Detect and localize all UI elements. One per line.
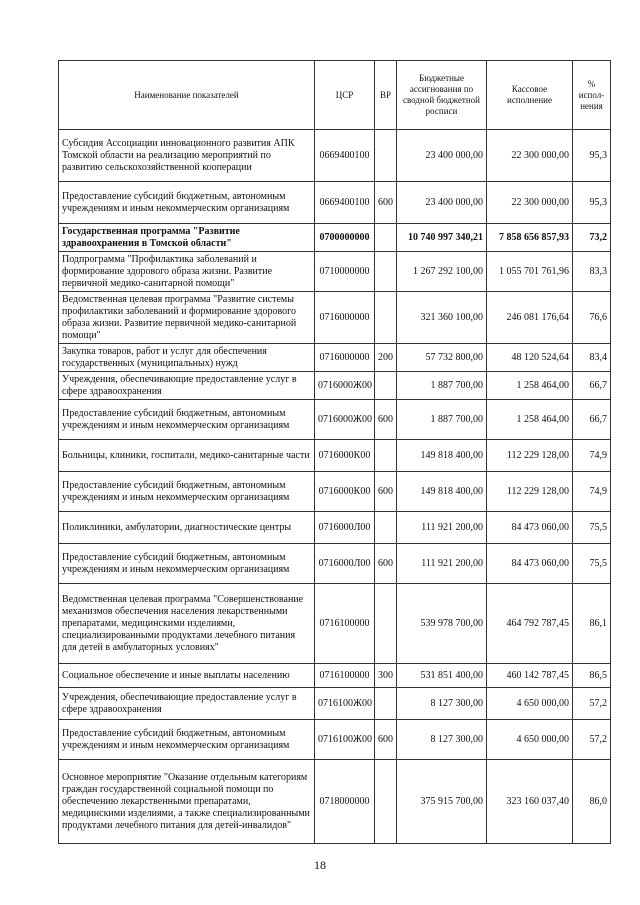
row-vr xyxy=(375,760,397,844)
row-percent: 86,5 xyxy=(573,664,611,688)
row-vr xyxy=(375,224,397,252)
row-csr: 0669400100 xyxy=(315,182,375,224)
row-allocation: 1 887 700,00 xyxy=(397,400,487,440)
row-execution: 460 142 787,45 xyxy=(487,664,573,688)
row-percent: 86,0 xyxy=(573,760,611,844)
row-vr xyxy=(375,440,397,472)
row-vr: 200 xyxy=(375,344,397,372)
row-allocation: 375 915 700,00 xyxy=(397,760,487,844)
row-allocation: 149 818 400,00 xyxy=(397,472,487,512)
row-execution: 1 258 464,00 xyxy=(487,372,573,400)
row-percent: 74,9 xyxy=(573,440,611,472)
row-vr: 600 xyxy=(375,400,397,440)
table-row xyxy=(59,400,611,440)
row-execution: 84 473 060,00 xyxy=(487,544,573,584)
row-vr: 600 xyxy=(375,472,397,512)
table-row xyxy=(59,720,611,760)
row-execution: 7 858 656 857,93 xyxy=(487,224,573,252)
row-percent: 73,2 xyxy=(573,224,611,252)
row-allocation: 539 978 700,00 xyxy=(397,584,487,664)
row-execution: 112 229 128,00 xyxy=(487,440,573,472)
row-name: Больницы, клиники, госпитали, медико-санитарные части xyxy=(59,440,315,472)
row-execution: 464 792 787,45 xyxy=(487,584,573,664)
row-percent: 76,6 xyxy=(573,292,611,344)
row-execution: 112 229 128,00 xyxy=(487,472,573,512)
row-name: Предоставление субсидий бюджетным, автономным учреждениям и иным некоммерческим организациям xyxy=(59,182,315,224)
row-allocation: 8 127 300,00 xyxy=(397,720,487,760)
row-csr: 0710000000 xyxy=(315,252,375,292)
row-execution: 4 650 000,00 xyxy=(487,720,573,760)
table-row xyxy=(59,664,611,688)
row-allocation: 23 400 000,00 xyxy=(397,130,487,182)
row-vr xyxy=(375,252,397,292)
row-allocation: 57 732 800,00 xyxy=(397,344,487,372)
header-name: Наименование показателей xyxy=(59,61,315,130)
row-percent: 75,5 xyxy=(573,544,611,584)
row-execution: 22 300 000,00 xyxy=(487,182,573,224)
row-name: Предоставление субсидий бюджетным, автономным учреждениям и иным некоммерческим организациям xyxy=(59,400,315,440)
row-name: Государственная программа "Развитие здравоохранения в Томской области" xyxy=(59,224,315,252)
row-allocation: 23 400 000,00 xyxy=(397,182,487,224)
row-vr xyxy=(375,688,397,720)
row-allocation: 10 740 997 340,21 xyxy=(397,224,487,252)
row-name: Субсидия Ассоциации инновационного развития АПК Томской области на реализацию мероприятий по развитию сельскохозяйственной кооперации xyxy=(59,130,315,182)
table-row xyxy=(59,584,611,664)
row-execution: 323 160 037,40 xyxy=(487,760,573,844)
row-csr: 0716100000 xyxy=(315,584,375,664)
row-percent: 86,1 xyxy=(573,584,611,664)
row-allocation: 531 851 400,00 xyxy=(397,664,487,688)
row-vr xyxy=(375,512,397,544)
row-percent: 95,3 xyxy=(573,130,611,182)
row-percent: 75,5 xyxy=(573,512,611,544)
row-allocation: 1 267 292 100,00 xyxy=(397,252,487,292)
row-name: Ведомственная целевая программа "Совершенствование механизмов обеспечения населения лекарственными препаратами, медицинскими изделиями, специализированными продуктами лечебного питания для детей в амбулаторных условиях" xyxy=(59,584,315,664)
header-csr: ЦСР xyxy=(315,61,375,130)
table-row xyxy=(59,688,611,720)
row-vr xyxy=(375,584,397,664)
row-name: Закупка товаров, работ и услуг для обеспечения государственных (муниципальных) нужд xyxy=(59,344,315,372)
row-csr: 0716000К00 xyxy=(315,472,375,512)
row-vr: 300 xyxy=(375,664,397,688)
row-allocation: 8 127 300,00 xyxy=(397,688,487,720)
table-row xyxy=(59,130,611,182)
header-execution: Кассовое исполнение xyxy=(487,61,573,130)
row-execution: 84 473 060,00 xyxy=(487,512,573,544)
row-csr: 0716000Л00 xyxy=(315,544,375,584)
row-vr: 600 xyxy=(375,544,397,584)
row-execution: 246 081 176,64 xyxy=(487,292,573,344)
row-name: Ведомственная целевая программа "Развитие системы профилактики заболеваний и формирование здорового образа жизни. Развитие первичной медико-санитарной помощи" xyxy=(59,292,315,344)
row-csr: 0716000000 xyxy=(315,344,375,372)
row-name: Учреждения, обеспечивающие предоставление услуг в сфере здравоохранения xyxy=(59,372,315,400)
row-percent: 57,2 xyxy=(573,720,611,760)
row-allocation: 321 360 100,00 xyxy=(397,292,487,344)
row-name: Поликлиники, амбулатории, диагностические центры xyxy=(59,512,315,544)
table-row xyxy=(59,544,611,584)
table-row xyxy=(59,252,611,292)
row-csr: 0700000000 xyxy=(315,224,375,252)
row-execution: 1 258 464,00 xyxy=(487,400,573,440)
row-csr: 0716000К00 xyxy=(315,440,375,472)
row-allocation: 149 818 400,00 xyxy=(397,440,487,472)
row-percent: 66,7 xyxy=(573,372,611,400)
row-percent: 83,4 xyxy=(573,344,611,372)
row-allocation: 111 921 200,00 xyxy=(397,512,487,544)
row-csr: 0716000Ж00 xyxy=(315,400,375,440)
row-percent: 66,7 xyxy=(573,400,611,440)
row-allocation: 111 921 200,00 xyxy=(397,544,487,584)
row-name: Учреждения, обеспечивающие предоставление услуг в сфере здравоохранения xyxy=(59,688,315,720)
header-percent: % испол-нения xyxy=(573,61,611,130)
row-vr: 600 xyxy=(375,720,397,760)
row-execution: 1 055 701 761,96 xyxy=(487,252,573,292)
row-csr: 0716000Л00 xyxy=(315,512,375,544)
row-execution: 22 300 000,00 xyxy=(487,130,573,182)
header-allocations: Бюджетные ассигнования по сводной бюджетной росписи xyxy=(397,61,487,130)
row-name: Предоставление субсидий бюджетным, автономным учреждениям и иным некоммерческим организациям xyxy=(59,720,315,760)
table-row xyxy=(59,760,611,844)
row-execution: 48 120 524,64 xyxy=(487,344,573,372)
row-csr: 0669400100 xyxy=(315,130,375,182)
row-csr: 0716100Ж00 xyxy=(315,720,375,760)
table-row xyxy=(59,372,611,400)
row-csr: 0716100000 xyxy=(315,664,375,688)
row-csr: 0716100Ж00 xyxy=(315,688,375,720)
table-row xyxy=(59,440,611,472)
row-execution: 4 650 000,00 xyxy=(487,688,573,720)
row-vr xyxy=(375,372,397,400)
table-header-row xyxy=(59,61,611,130)
row-name: Социальное обеспечение и иные выплаты населению xyxy=(59,664,315,688)
row-percent: 74,9 xyxy=(573,472,611,512)
row-name: Предоставление субсидий бюджетным, автономным учреждениям и иным некоммерческим организациям xyxy=(59,544,315,584)
row-csr: 0716000000 xyxy=(315,292,375,344)
row-name: Подпрограмма "Профилактика заболеваний и формирование здорового образа жизни. Развитие первичной медико-санитарной помощи" xyxy=(59,252,315,292)
table-row xyxy=(59,344,611,372)
row-csr: 0716000Ж00 xyxy=(315,372,375,400)
row-csr: 0718000000 xyxy=(315,760,375,844)
row-percent: 57,2 xyxy=(573,688,611,720)
table-row xyxy=(59,182,611,224)
table-row xyxy=(59,512,611,544)
row-name: Предоставление субсидий бюджетным, автономным учреждениям и иным некоммерческим организациям xyxy=(59,472,315,512)
row-vr xyxy=(375,130,397,182)
table-row xyxy=(59,224,611,252)
row-name: Основное мероприятие "Оказание отдельным категориям граждан государственной социальной помощи по обеспечению лекарственными препаратами, медицинскими изделиями, а также специализированными продуктами лечебного питания для детей-инвалидов" xyxy=(59,760,315,844)
table-row xyxy=(59,472,611,512)
row-percent: 83,3 xyxy=(573,252,611,292)
page-number: 18 xyxy=(314,858,326,872)
row-percent: 95,3 xyxy=(573,182,611,224)
row-vr: 600 xyxy=(375,182,397,224)
row-allocation: 1 887 700,00 xyxy=(397,372,487,400)
row-vr xyxy=(375,292,397,344)
table-row xyxy=(59,292,611,344)
budget-execution-table xyxy=(58,60,611,844)
header-vr: ВР xyxy=(375,61,397,130)
